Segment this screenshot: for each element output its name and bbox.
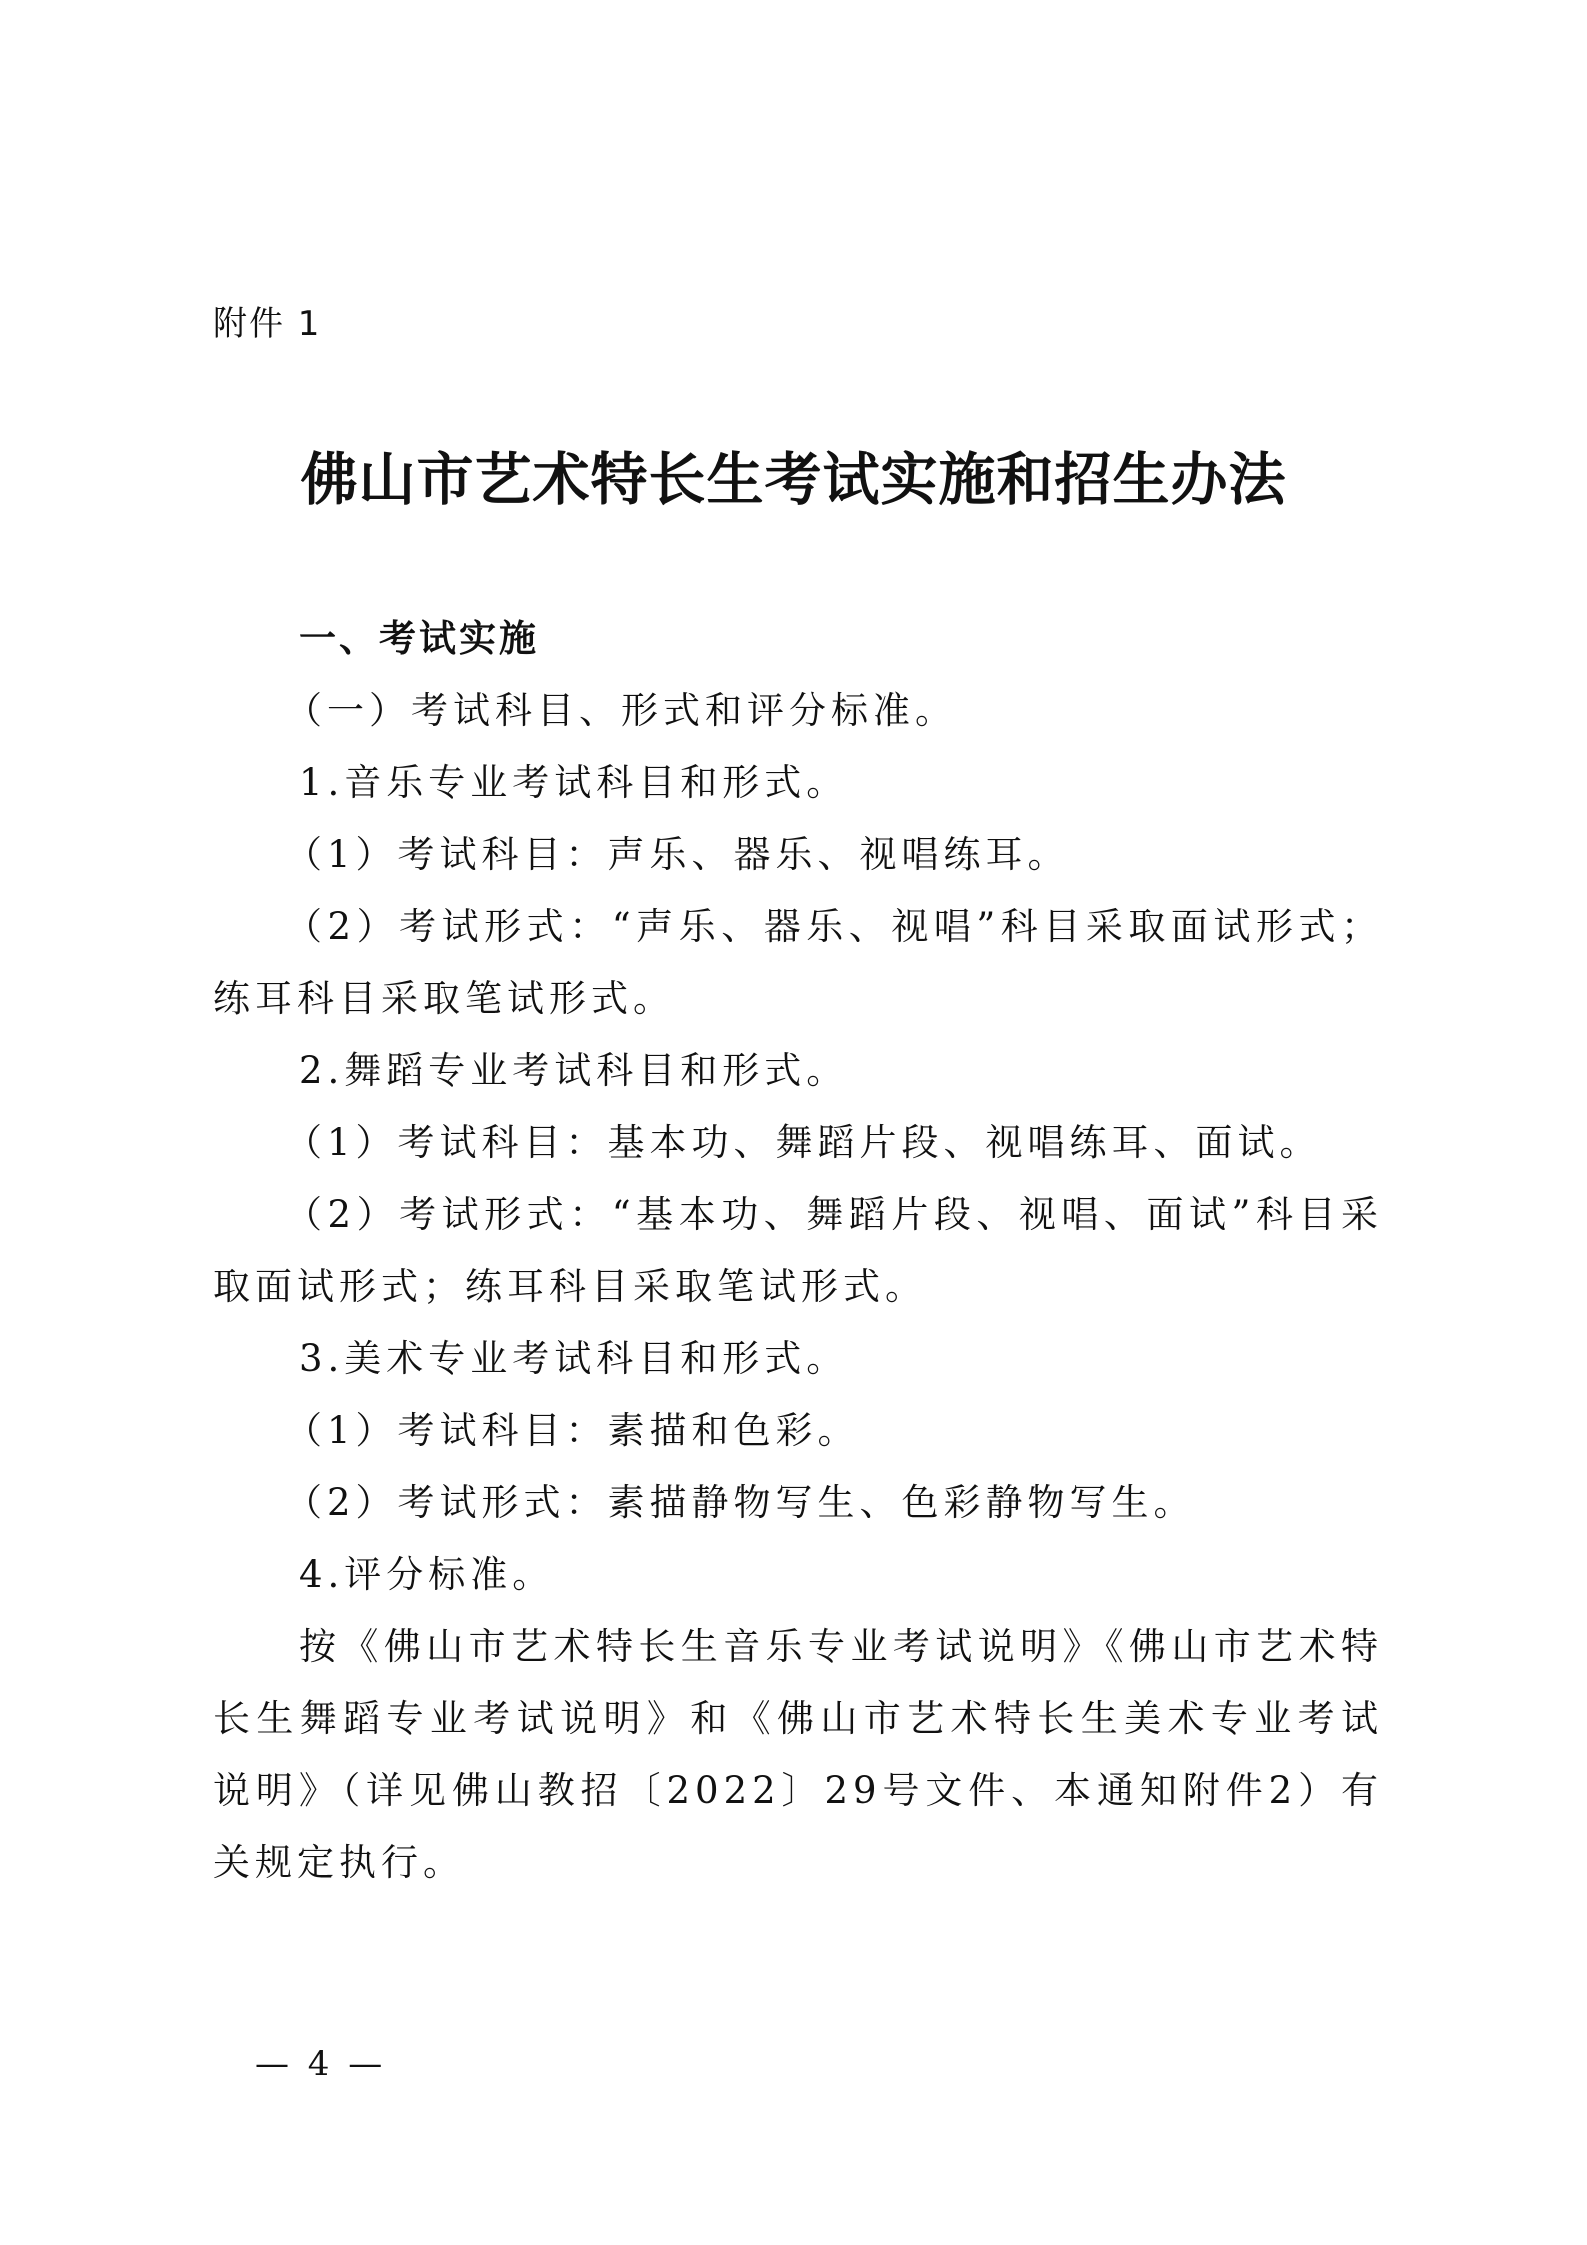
- attachment-label: 附件 1: [213, 304, 322, 344]
- item-music-subjects: （1）考试科目：声乐、器乐、视唱练耳。: [285, 833, 1070, 876]
- section-heading-exam-implementation: 一、考试实施: [299, 617, 539, 660]
- page-number: — 4 —: [255, 2044, 387, 2084]
- item-dance-subjects: （1）考试科目：基本功、舞蹈片段、视唱练耳、面试。: [285, 1121, 1322, 1164]
- item-dance-major: 2.舞蹈专业考试科目和形式。: [299, 1049, 849, 1092]
- subsection-subjects-forms-scoring: （一）考试科目、形式和评分标准。: [285, 689, 957, 732]
- item-art-major: 3.美术专业考试科目和形式。: [299, 1337, 849, 1380]
- document-body: [213, 603, 1383, 1899]
- scoring-standard-paragraph: 按《佛山市艺术特长生音乐专业考试说明》《佛山市艺术特长生舞蹈专业考试说明》和《佛山市艺术特长生美术专业考试说明》（详见佛山教招〔2022〕29号文件、本通知附件2）有关规定执行。: [213, 1625, 1383, 1884]
- item-art-forms: （2）考试形式：素描静物写生、色彩静物写生。: [285, 1481, 1196, 1524]
- item-dance-forms: （2）考试形式：“基本功、舞蹈片段、视唱、面试”科目采取面试形式；练耳科目采取笔试形式。: [213, 1193, 1383, 1308]
- item-music-major: 1.音乐专业考试科目和形式。: [299, 761, 849, 804]
- item-art-subjects: （1）考试科目：素描和色彩。: [285, 1409, 860, 1452]
- item-music-forms: （2）考试形式：“声乐、器乐、视唱”科目采取面试形式；练耳科目采取笔试形式。: [213, 905, 1383, 1020]
- item-scoring-standard: 4.评分标准。: [299, 1553, 555, 1596]
- document-title: 佛山市艺术特长生考试实施和招生办法: [300, 446, 1287, 513]
